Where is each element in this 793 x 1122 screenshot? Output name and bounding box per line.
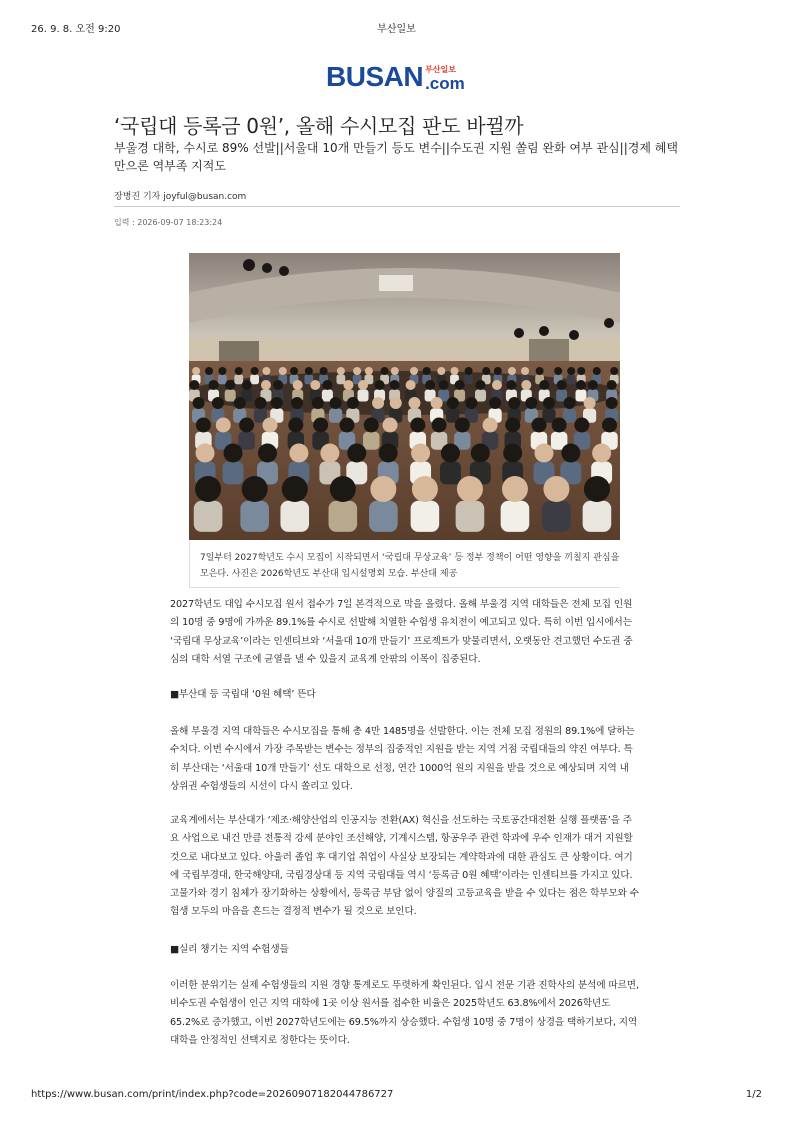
logo-com-text: .com: [425, 74, 465, 93]
photo-caption: 7일부터 2027학년도 수시 모집이 시작되면서 ‘국립대 무상교육’ 등 정부 정책이 어떤 영향을 끼칠지 관심을 모은다. 사진은 2026학년도 부산대 입시설명회 모습. 부산대 제공: [189, 541, 620, 588]
article-paragraph: 2027학년도 대입 수시모집 원서 접수가 7일 본격적으로 막을 올렸다. 올해 부울경 지역 대학들은 전체 모집 인원의 10명 중 9명에 가까운 89.1%를 수시로 선발해 치열한 수험생 유치전이 예고되고 있다. 특히 이번 입시에서는 ‘국립대 무상교육’이라는 인센티브와 ‘서울대 10개 만들기’ 프로젝트가 맞물리면서, 오랫동안 견고했던 수도권 중심의 대학 서열 구조에 균열을 낼 수 있을지 교육계 안팎의 이목이 집중된다.: [170, 599, 633, 665]
article-subhead: 부울경 대학, 수시로 89% 선발||서울대 10개 만들기 등도 변수||수도권 지원 쏠림 완화 여부 관심||경제 혜택만으론 역부족 지적도: [114, 141, 678, 173]
section-heading: ■부산대 등 국립대 ‘0원 혜택’ 뜬다: [170, 689, 316, 700]
article-paragraph: 교육계에서는 부산대가 ‘제조·해양산업의 인공지능 전환(AX) 혁신을 선도하는 국토공간대전환 실행 플랫폼’을 주요 사업으로 내건 만큼 전통적 강세 분야인 조선해양, 기계시스템, 항공우주 관련 학과에 우수 인재가 대거 지원할 것으로 내다보고 있다. 아울러 졸업 후 대기업 취업이 사실상 보장되는 계약학과에 대한 관심도 큰 상황이다. 여기에 국립부경대, 한국해양대, 국립경상대 등 지역 국립대들 역시 ‘등록금 0원 혜택’이라는 인센티브를 가지고 있다. 고물가와 경기 침체가 장기화하는 상황에서, 등록금 부담 없이 양질의 고등교육을 받을 수 있다는 점은 학부모와 수험생 모두의 마음을 흔드는 결정적 변수가 될 것으로 보인다.: [170, 815, 639, 918]
print-url: https://www.busan.com/print/index.php?code=20260907182044786727: [31, 1089, 394, 1100]
busan-logo[interactable]: [326, 60, 465, 92]
article-paragraph: 이러한 분위기는 실제 수험생들의 지원 경향 통계로도 뚜렷하게 확인된다. 입시 전문 기관 진학사의 분석에 따르면, 비수도권 수험생이 인근 지역 대학에 1곳 이상 원서를 접수한 비율은 2025학년도 63.8%에서 2026학년도 65.2%로 증가했고, 이번 2027학년도에는 69.5%까지 상승했다. 수험생 10명 중 7명이 상경을 택하기보다, 지역 대학을 안정적인 선택지로 정한다는 뜻이다.: [170, 980, 639, 1046]
divider: [114, 206, 680, 207]
logo-busan-text: BUSAN: [326, 61, 424, 92]
print-site-name: 부산일보: [377, 24, 416, 35]
print-datetime: 26. 9. 8. 오전 9:20: [31, 24, 121, 35]
print-footer: [0, 1089, 793, 1105]
input-date: 입력 : 2026-09-07 18:23:24: [114, 218, 223, 227]
logo-ilbo-text: 부산일보: [425, 65, 456, 74]
article-headline: ‘국립대 등록금 0원’, 올해 수시모집 판도 바뀔까: [114, 114, 524, 138]
article-paragraph: 올해 부울경 지역 대학들은 수시모집을 통해 총 4만 1485명을 선발한다. 이는 전체 모집 정원의 89.1%에 달하는 수치다. 이번 수시에서 가장 주목받는 변수는 정부의 집중적인 지원을 받는 지역 거점 국립대들의 약진 여부다. 특히 부산대는 ‘서울대 10개 만들기’ 선도 대학으로 선정, 연간 1000억 원의 지원을 받을 것으로 예상되며 지역 내 상위권 수험생들의 시선이 다시 쏠리고 있다.: [170, 726, 635, 792]
print-header: [0, 20, 793, 36]
section-heading: ■실리 챙기는 지역 수험생들: [170, 944, 289, 955]
article-photo: [189, 253, 620, 540]
article-byline: 장병진 기자 joyful@busan.com: [114, 192, 247, 202]
print-page-number: 1/2: [745, 1089, 762, 1100]
